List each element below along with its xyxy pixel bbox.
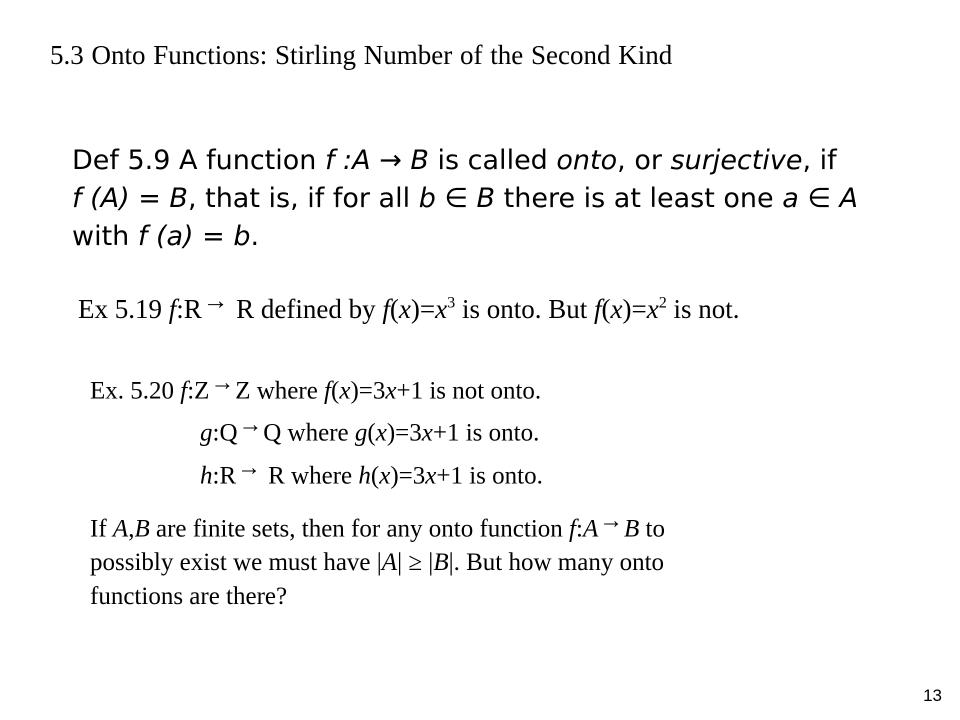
example-text: R defined by [229,293,383,324]
example-text: )=3 [350,377,386,405]
example-text: is not. [666,293,740,324]
example-label: Ex 5.19 [78,293,169,324]
math-var: f [324,377,331,405]
example-text: is onto. But [455,293,594,324]
math-var: x [421,419,433,447]
example-text: :Q [212,419,238,447]
example-text: R where [261,461,359,489]
math-var: x [375,419,387,447]
math-var: B [433,549,449,577]
math-var: x [379,461,391,489]
math-var: f [569,515,576,543]
example-5-19: Ex 5.19 f:R→ R defined by $f(x)=x^3$ is onto. But $f(x)=x^2$ is not. [78,286,740,324]
definition-text: is called [428,145,557,176]
math-var: A [582,515,599,543]
paragraph-text: | ≥ | [397,549,434,577]
definition-5-9 [72,142,858,256]
math-var: x [398,293,411,324]
math-var: x [425,461,437,489]
definition-math: f :A → B [324,145,429,176]
example-text: )=3 [390,461,426,489]
paragraph-text: possibly exist we must have | [90,549,382,577]
paragraph-text: , [128,515,135,543]
definition-text: with [72,221,138,252]
math-var: x [339,377,351,405]
paragraph-line-2 [90,546,665,580]
example-text: Q where [263,419,355,447]
example-5-20-line-f: Ex. 5.20 f:Z→Z where f(x)=3x+1 is not onto. [90,366,543,408]
arrow-icon: → [599,508,623,534]
example-text: :Z [187,377,210,405]
example-5-20 [90,366,543,493]
definition-math: b ∈ B [418,183,496,214]
math-var: h [200,461,213,489]
math-var: x [385,377,397,405]
math-var: f [168,293,177,324]
exponent: 2 [658,293,667,312]
math-var: h [358,461,371,489]
example-text: +1 is onto. [432,419,540,447]
math-var: g [200,419,213,447]
math-var: x [610,293,623,324]
math-var: A [381,549,398,577]
example-5-20-line-g: g:Q→Q where g(x)=3x+1 is onto. [90,408,543,450]
math-var: B [623,515,640,543]
definition-text: there is at least one [495,183,783,214]
slide-title: 5.3 Onto Functions: Stirling Number of the Second Kind [50,40,673,70]
math-var: A [112,515,129,543]
exponent: 3 [447,293,456,312]
definition-text: . [250,221,260,252]
example-text: )= [622,293,647,324]
math-var: f [382,293,390,324]
definition-line-2 [72,180,858,218]
arrow-icon: → [238,412,263,439]
paragraph-text: |. But how many onto [448,549,665,577]
example-text: +1 is onto. [436,461,543,489]
definition-math: f (A) = B [72,183,188,214]
arrow-icon: → [237,454,261,481]
example-5-20-line-h: h:R→ R where h(x)=3x+1 is onto. [90,451,543,493]
arrow-icon: → [202,286,229,315]
example-text: +1 is not onto. [396,377,542,405]
definition-text: , if [802,145,837,176]
paragraph-line-1 [90,504,665,546]
finite-sets-paragraph [90,504,665,614]
paragraph-text: : [576,515,583,543]
math-var: B [134,515,150,543]
paragraph-line-3: functions are there? [90,583,288,611]
definition-text: , or [617,145,671,176]
math-var: x [646,293,659,324]
definition-term-onto: onto [556,145,618,176]
example-text: :R [212,461,237,489]
definition-math: a ∈ A [782,183,858,214]
paragraph-text: to [639,515,665,543]
paragraph-text: If [90,515,113,543]
page-number: 13 [923,686,942,705]
math-var: g [354,419,368,447]
definition-line-1 [72,142,858,180]
example-text: )=3 [386,419,422,447]
definition-text: A function [179,145,325,176]
definition-label: Def 5.9 [72,145,171,176]
math-var: x [435,293,448,324]
definition-line-3 [72,218,858,256]
definition-term-surjective: surjective [670,145,803,176]
paragraph-text: are finite sets, then for any onto function [149,515,570,543]
arrow-icon: → [210,370,235,396]
example-text: :R [176,293,202,324]
math-var: f [180,377,188,405]
definition-text: , that is, if for all [187,183,419,214]
definition-math: f (a) = b [137,221,251,252]
example-text: )= [410,293,436,324]
example-label: Ex. 5.20 [90,377,181,405]
example-text: Z where [235,377,325,405]
math-var: f [593,293,602,324]
